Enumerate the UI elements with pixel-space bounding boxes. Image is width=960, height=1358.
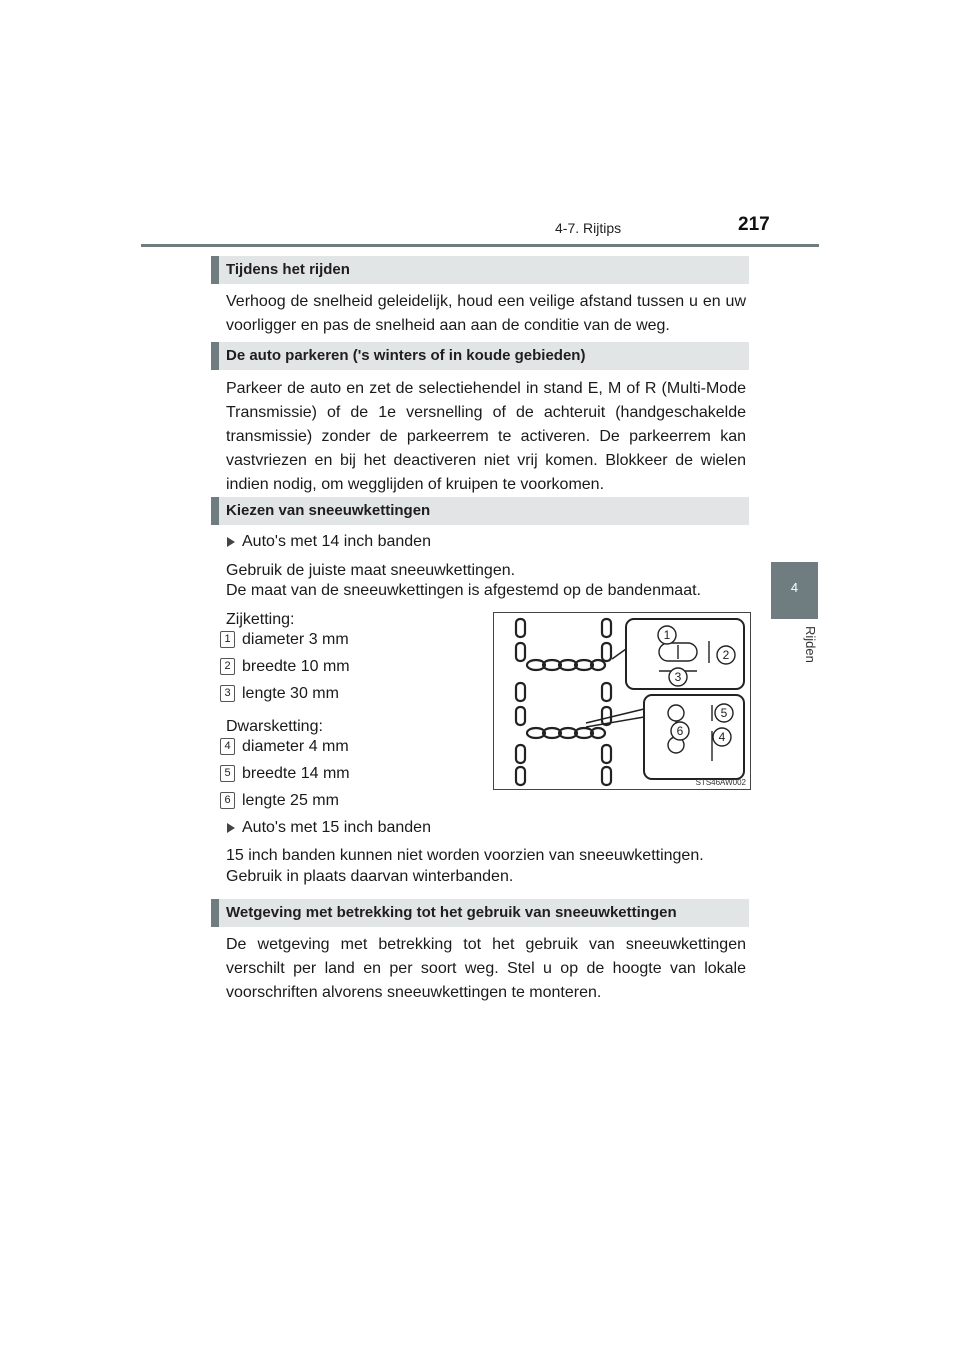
figure-callout-5: 5 [720,706,728,720]
chapter-tab [771,562,818,619]
paragraph-legislation: De wetgeving met betrekking tot het gebruik van sneeuwkettingen verschilt per land en per soort weg. Stel u op de hoogte van lokale voorschriften alvorens sneeuwkettingen te monteren. [226,936,746,1001]
section-heading-text: Wetgeving met betrekking tot het gebruik van sneeuwkettingen [226,904,677,921]
section-heading-driving [211,256,749,284]
chains-note-line2: Gebruik in plaats daarvan winterbanden. [226,868,514,885]
paragraph-parking: Parkeer de auto en zet de selectiehendel in stand E, M of R (Multi-Mode Transmissie) of de 1e versnelling of de achteruit (handgeschakelde transmissie) zonder de parkeerrem te activeren. De parkeerrem kan vastvriezen en bij het deactiveren niet vrij komen. Blokkeer de wielen indien nodig, om wegglijden of kruipen te voorkomen. [226,380,746,493]
side-chain-diameter: diameter 3 mm [242,631,349,648]
item-number-6: 6 [220,792,235,809]
item-number-2: 2 [220,658,235,675]
page-number: 217 [738,214,770,235]
section-heading-chains [211,497,749,525]
item-number-1: 1 [220,631,235,648]
section-heading-text: Tijdens het rijden [226,261,350,278]
figure-callout-3: 3 [674,670,682,684]
figure-callout-6: 6 [676,724,684,738]
bullet-15-inch: Auto's met 15 inch banden [242,819,431,836]
section-heading-parking [211,342,749,370]
cross-chain-length: lengte 25 mm [242,792,339,809]
item-number-3: 3 [220,685,235,702]
chains-note-line1: 15 inch banden kunnen niet worden voorzien van sneeuwkettingen. [226,847,704,864]
figure-callout-1: 1 [663,628,671,642]
section-heading-text: Kiezen van sneeuwkettingen [226,502,431,519]
side-chain-width: breedte 10 mm [242,658,350,675]
chains-intro-line2: De maat van de sneeuwkettingen is afgestemd op de bandenmaat. [226,582,701,599]
cross-chain-label: Dwarsketting: [226,718,323,735]
figure-code: STS46AW002 [695,778,746,787]
chapter-number: 4 [790,580,799,595]
bullet-triangle-icon [227,537,235,547]
section-heading-text: De auto parkeren ('s winters of in koude gebieden) [226,347,586,364]
header-rule [141,244,819,247]
snow-chain-figure [493,612,751,790]
side-chain-length: lengte 30 mm [242,685,339,702]
item-number-5: 5 [220,765,235,782]
bullet-14-inch: Auto's met 14 inch banden [242,533,431,550]
section-title: 4-7. Rijtips [555,220,622,236]
figure-callout-4: 4 [718,730,726,744]
item-number-4: 4 [220,738,235,755]
figure-callout-2: 2 [722,648,730,662]
section-heading-legislation [211,899,749,927]
cross-chain-diameter: diameter 4 mm [242,738,349,755]
bullet-triangle-icon [227,823,235,833]
cross-chain-width: breedte 14 mm [242,765,350,782]
chapter-title: Rijden [803,626,818,663]
snow-chain-illustration [494,613,750,789]
side-chain-label: Zijketting: [226,611,295,628]
chains-intro-line1: Gebruik de juiste maat sneeuwkettingen. [226,562,516,579]
paragraph-driving: Verhoog de snelheid geleidelijk, houd een veilige afstand tussen u en uw voorligger en pas de snelheid aan aan de conditie van de weg. [226,293,746,334]
